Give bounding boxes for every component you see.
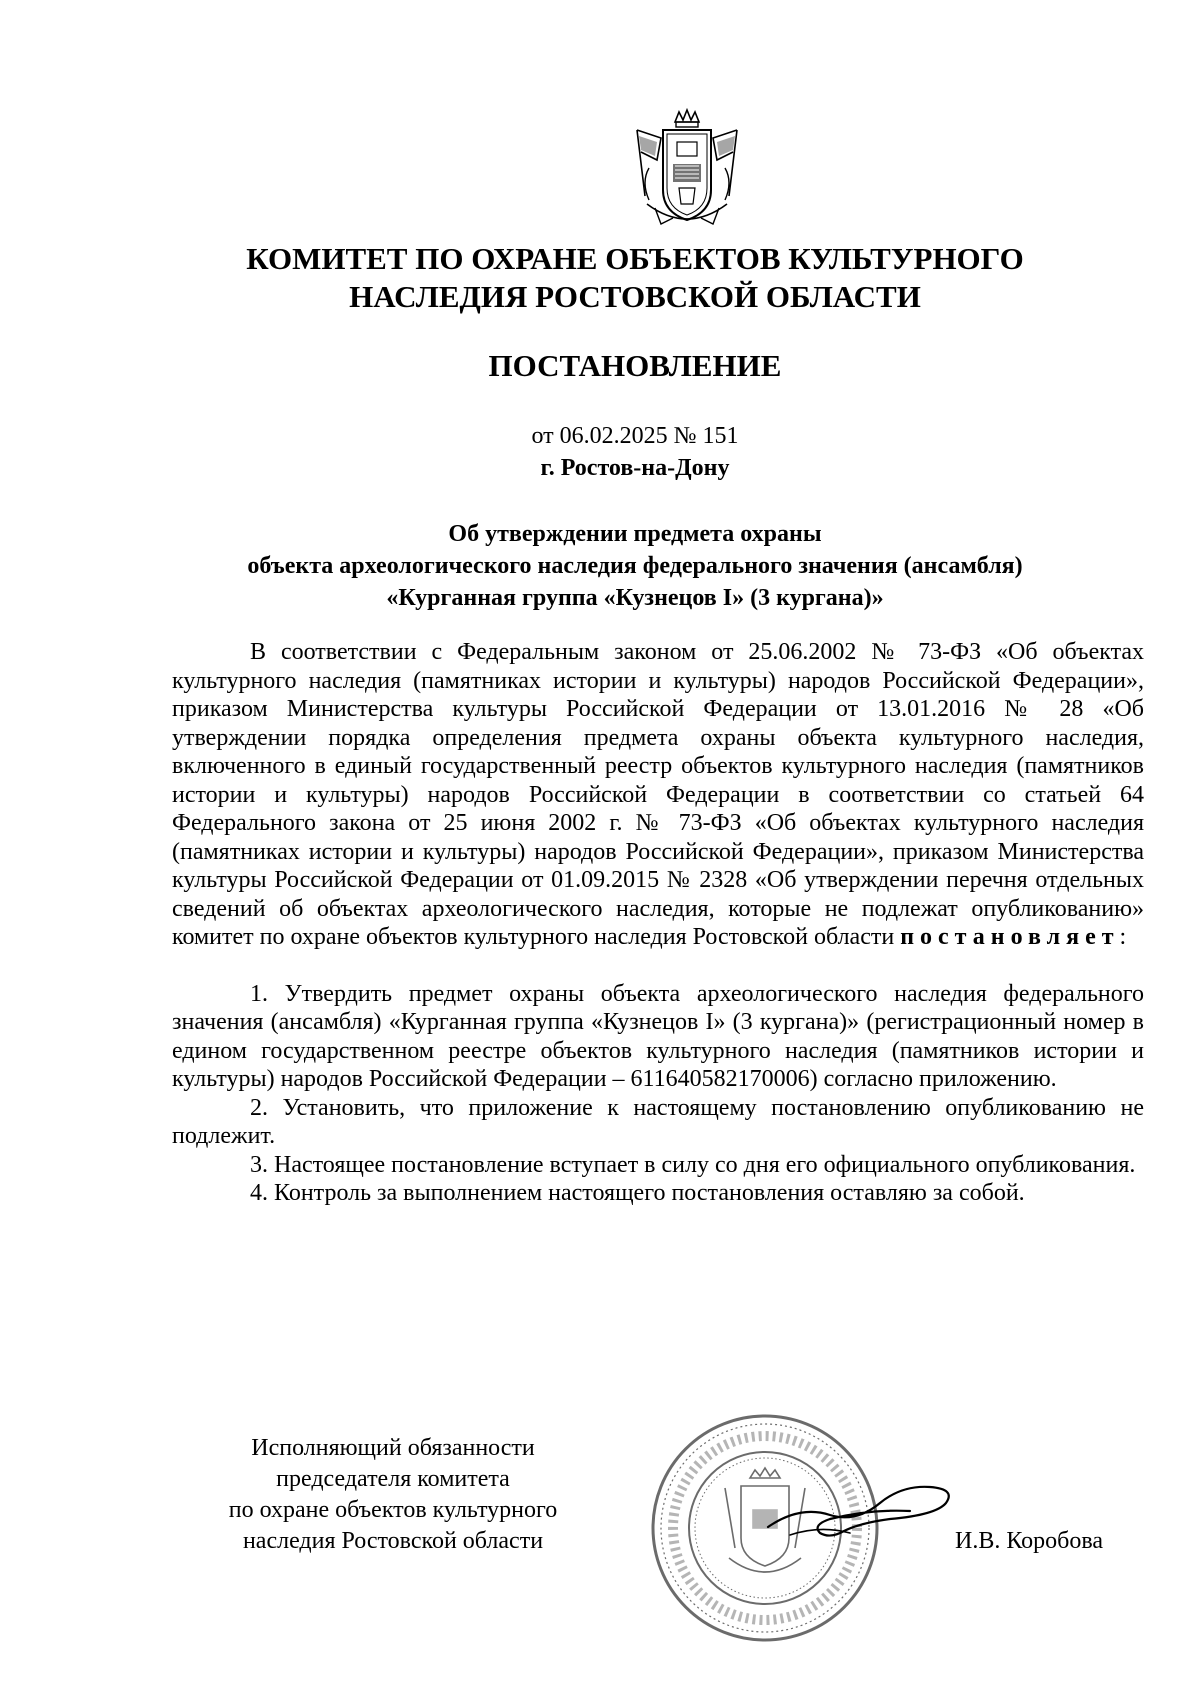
signature-icon [760, 1475, 960, 1555]
signer-name: И.В. Коробова [955, 1528, 1104, 1554]
list-item: 1. Утвердить предмет охраны объекта археологического наследия федерального значения (ансамбля) «Курганная группа «Кузнецов I» (3 кургана)» (регистрационный номер в едином государственном реестре объектов культурного наследия (памятников истории и культуры) народов Российской Федерации – 611640582170006) согласно приложению. [172, 980, 1144, 1092]
subject-line-2: объекта археологического наследия федерального значения (ансамбля) [247, 553, 1023, 579]
paragraph-gap [172, 952, 1144, 980]
position-line-3: по охране объектов культурного [228, 1497, 558, 1523]
decree-word: постановляет [900, 924, 1120, 950]
preamble-text: В соответствии с Федеральным законом от 25.06.2002 № 73-ФЗ «Об объектах культурного наследия (памятниках истории и культуры) народов Российской Федерации», приказом Министерства культуры Российской Федерации от 13.01.2016 № 28 «Об утверждении порядка определения предмета охраны объекта культурного наследия, включенного в единый государственный реестр объектов культурного наследия (памятников истории и культуры) народов Российской Федерации в соответствии со статьей 64 Федерального закона от 25 июня 2002 г. № 73-ФЗ «Об объектах культурного наследия (памятниках истории и культуры) народов Российской Федерации», приказом Министерства культуры Российской Федерации от 01.09.2015 № 2328 «Об утверждении перечня отдельных сведений об объектах археологического наследия, которые не подлежат опубликованию» комитет по охране объектов культурного наследия Ростовской области [172, 639, 1144, 950]
decree-colon: : [1119, 924, 1127, 950]
org-line-1: КОМИТЕТ ПО ОХРАНЕ ОБЪЕКТОВ КУЛЬТУРНОГО [246, 241, 1024, 276]
coat-of-arms-icon [627, 108, 747, 248]
list-item: 3. Настоящее постановление вступает в силу со дня его официального опубликования. [250, 1151, 1136, 1178]
subject-heading [150, 518, 1120, 614]
position-line-2: председателя комитета [276, 1466, 510, 1492]
position-line-1: Исполняющий обязанности [251, 1435, 535, 1461]
city: г. Ростов-на-Дону [540, 455, 730, 481]
preamble-paragraph [172, 638, 1144, 952]
subject-line-1: Об утверждении предмета охраны [448, 521, 822, 547]
list-item: 4. Контроль за выполнением настоящего постановления оставляю за собой. [250, 1180, 1025, 1206]
list-item: 2. Установить, что приложение к настоящему постановлению опубликованию не подлежит. [172, 1094, 1144, 1149]
date-number: от 06.02.2025 № 151 [531, 423, 739, 449]
subject-line-3: «Курганная группа «Кузнецов I» (3 кургана)» [386, 585, 884, 611]
signer-position [178, 1433, 608, 1557]
document-body [172, 638, 1144, 1208]
document-type: ПОСТАНОВЛЕНИЕ [488, 348, 782, 383]
org-line-2: НАСЛЕДИЯ РОСТОВСКОЙ ОБЛАСТИ [349, 279, 921, 314]
position-line-4: наследия Ростовской области [242, 1528, 544, 1554]
organization-title [150, 240, 1120, 316]
